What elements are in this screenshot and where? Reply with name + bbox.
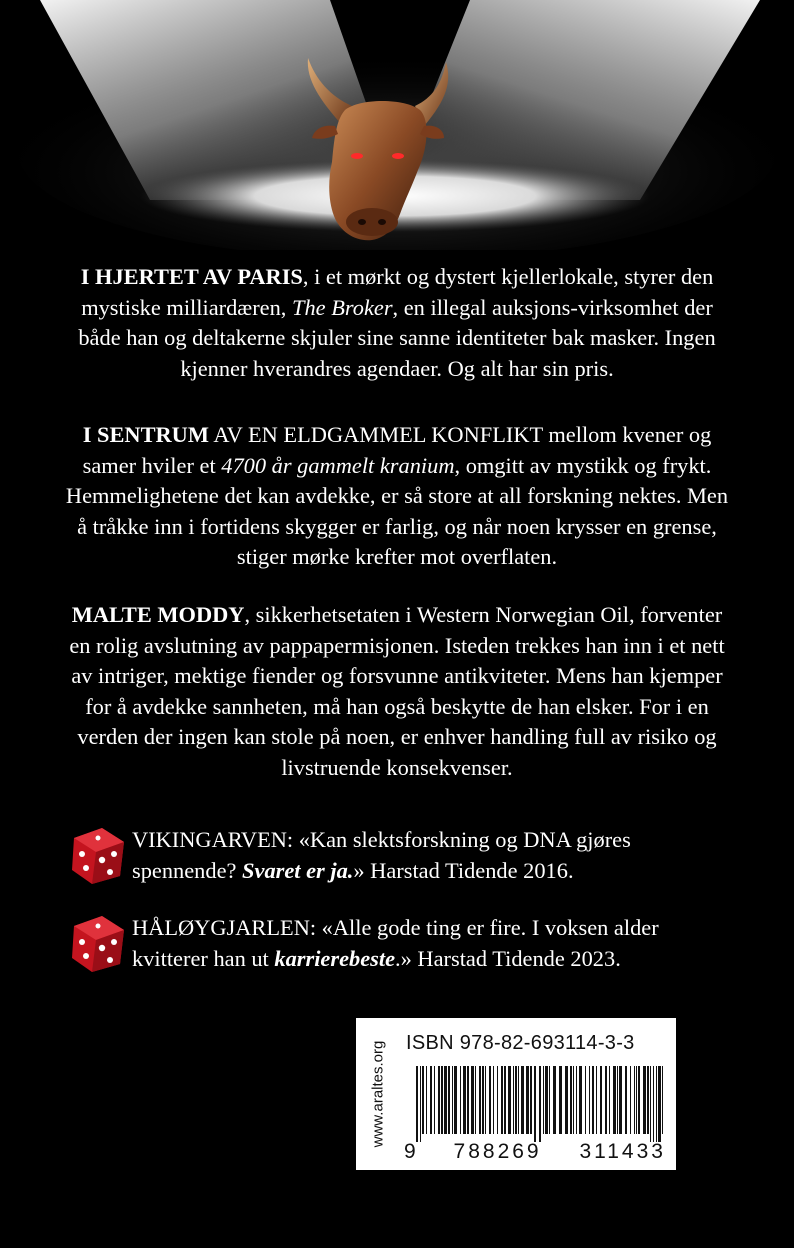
barcode-bar — [416, 1066, 418, 1142]
barcode-bar — [493, 1066, 494, 1134]
ean-digit-lead: 9 — [404, 1140, 416, 1163]
barcode-bar — [656, 1066, 657, 1142]
barcode-bar — [600, 1066, 602, 1134]
publisher-url-strip — [356, 1018, 400, 1170]
barcode-bar — [434, 1066, 435, 1134]
review-quote-2 — [132, 912, 732, 974]
barcode-bar — [482, 1066, 484, 1134]
barcode-bar — [630, 1066, 631, 1134]
synopsis-paragraph-1 — [60, 262, 734, 384]
barcode-bar — [438, 1066, 440, 1134]
barcode-bar — [515, 1066, 517, 1134]
barcode-bar — [559, 1066, 562, 1134]
isbn-barcode-box — [356, 1018, 676, 1170]
paragraph-text: , omgitt av mystikk og frykt. Hemmelighetene det kan avdekke, er så store at all forskning nektes. Men å tråkke inn i fortidens skygger er farlig, og når noen krysser en grense, stiger mørke krefter mot overflaten. — [65, 452, 729, 569]
barcode-bar — [420, 1066, 421, 1142]
barcode-bar — [553, 1066, 556, 1134]
barcode-bar — [619, 1066, 622, 1134]
barcode-bar — [650, 1066, 651, 1142]
barcode-bar — [565, 1066, 568, 1134]
barcode-bar — [475, 1066, 476, 1134]
review-emphasis: Svaret er ja. — [242, 858, 354, 883]
barcode-bar — [539, 1066, 541, 1142]
paragraph-italic: The Broker — [292, 294, 393, 320]
paragraph-italic: 4700 år gammelt kranium — [221, 452, 455, 478]
barcode-bar — [422, 1066, 424, 1134]
barcode-bar — [521, 1066, 524, 1134]
barcode-bar — [518, 1066, 519, 1134]
barcode-bar — [609, 1066, 610, 1134]
barcode-bars — [416, 1066, 666, 1142]
barcode-bar — [585, 1066, 586, 1134]
barcode-bar — [643, 1066, 646, 1134]
barcode-bar — [479, 1066, 481, 1134]
ean-digits-right: 311433 — [579, 1140, 666, 1163]
dice-icon — [66, 824, 128, 886]
barcode-bar — [647, 1066, 649, 1134]
barcode-bar — [460, 1066, 461, 1134]
barcode-bar — [513, 1066, 514, 1134]
barcode-bar — [467, 1066, 469, 1134]
dice-icon — [66, 912, 128, 974]
barcode-bar — [508, 1066, 511, 1134]
publisher-url: www.araltes.org — [369, 1040, 387, 1148]
barcode-bar — [549, 1066, 550, 1134]
barcode-bar — [543, 1066, 544, 1134]
barcode-bar — [625, 1066, 627, 1134]
ean-digits — [404, 1140, 666, 1164]
barcode-bar — [452, 1066, 453, 1134]
barcode-bar — [463, 1066, 466, 1134]
barcode-bar — [441, 1066, 443, 1134]
barcode-bar — [596, 1066, 597, 1134]
barcode-bar — [573, 1066, 574, 1134]
spotlight-illustration — [0, 0, 794, 250]
barcode-bar — [638, 1066, 640, 1134]
barcode-bar — [504, 1066, 506, 1134]
review-text: » Harstad Tidende 2016. — [353, 858, 574, 883]
barcode-bar — [426, 1066, 427, 1134]
barcode-bar — [570, 1066, 572, 1134]
barcode-bar — [579, 1066, 582, 1134]
barcode-bar — [448, 1066, 450, 1134]
review-quote-1 — [132, 824, 732, 886]
barcode-bar — [489, 1066, 491, 1134]
barcode-bar — [589, 1066, 590, 1134]
paragraph-text: , sikkerhetsetaten i Western Norwegian Oil, forventer en rolig avslutning av pappapermisjonen. Isteden trekkes han inn i et nett av intriger, mektige fiender og forsvunne antikviteter. Mens han kjemper for å avdekke sannheten, må han også beskytte de han elsker. For i en verden der ingen kan stole på noen, er enhver handling full av risiko og livstruende konsekvenser. — [69, 602, 725, 780]
barcode-bar — [534, 1066, 536, 1142]
paragraph-lead: MALTE MODDY — [71, 602, 245, 627]
review-text: HÅLØYGJARLEN: «Alle gode ting er fire. I voksen alder kvitterer han ut — [132, 915, 659, 971]
paragraph-text: , en illegal auksjons-virksomhet der både han og deltakerne skjuler sine sanne identiteter bak masker. Ingen kjenner hverandres agendaer. Og alt har sin pris. — [78, 294, 716, 381]
barcode-bar — [526, 1066, 529, 1134]
paragraph-lead: I SENTRUM — [82, 422, 209, 447]
barcode-bar — [485, 1066, 486, 1134]
barcode-bar — [662, 1066, 663, 1134]
barcode-bar — [444, 1066, 447, 1134]
paragraph-lead: I HJERTET AV PARIS — [80, 264, 303, 289]
barcode-bar — [454, 1066, 457, 1134]
barcode-bar — [613, 1066, 616, 1134]
barcode-bar — [617, 1066, 618, 1134]
ean-digits-left: 788269 — [453, 1140, 542, 1163]
barcode-bar — [576, 1066, 577, 1134]
review-emphasis: karrierebeste — [274, 946, 396, 971]
barcode-bar — [592, 1066, 594, 1134]
barcode-bar — [471, 1066, 474, 1134]
barcode-bar — [545, 1066, 548, 1134]
barcode-bar — [497, 1066, 498, 1134]
barcode-bar — [530, 1066, 532, 1134]
barcode-bar — [501, 1066, 503, 1134]
barcode-bar — [634, 1066, 635, 1134]
synopsis-paragraph-3 — [60, 600, 734, 783]
review-text: .» Harstad Tidende 2023. — [395, 946, 621, 971]
review-text: VIKINGARVEN: «Kan slektsforskning og DNA gjøres spennende? — [132, 827, 631, 883]
barcode-bar — [658, 1066, 661, 1142]
synopsis-paragraph-2 — [60, 420, 734, 573]
barcode-bar — [636, 1066, 637, 1134]
paragraph-text: AV EN ELDGAMMEL KONFLIKT mellom kvener og samer hviler et — [82, 422, 712, 478]
barcode-bar — [605, 1066, 607, 1134]
paragraph-text: , i et mørkt og dystert kjellerlokale, styrer den mystiske milliardæren, — [81, 264, 714, 320]
barcode-bar — [430, 1066, 432, 1134]
barcode-bar — [653, 1066, 654, 1142]
isbn-label: ISBN 978-82-693114-3-3 — [406, 1032, 635, 1054]
